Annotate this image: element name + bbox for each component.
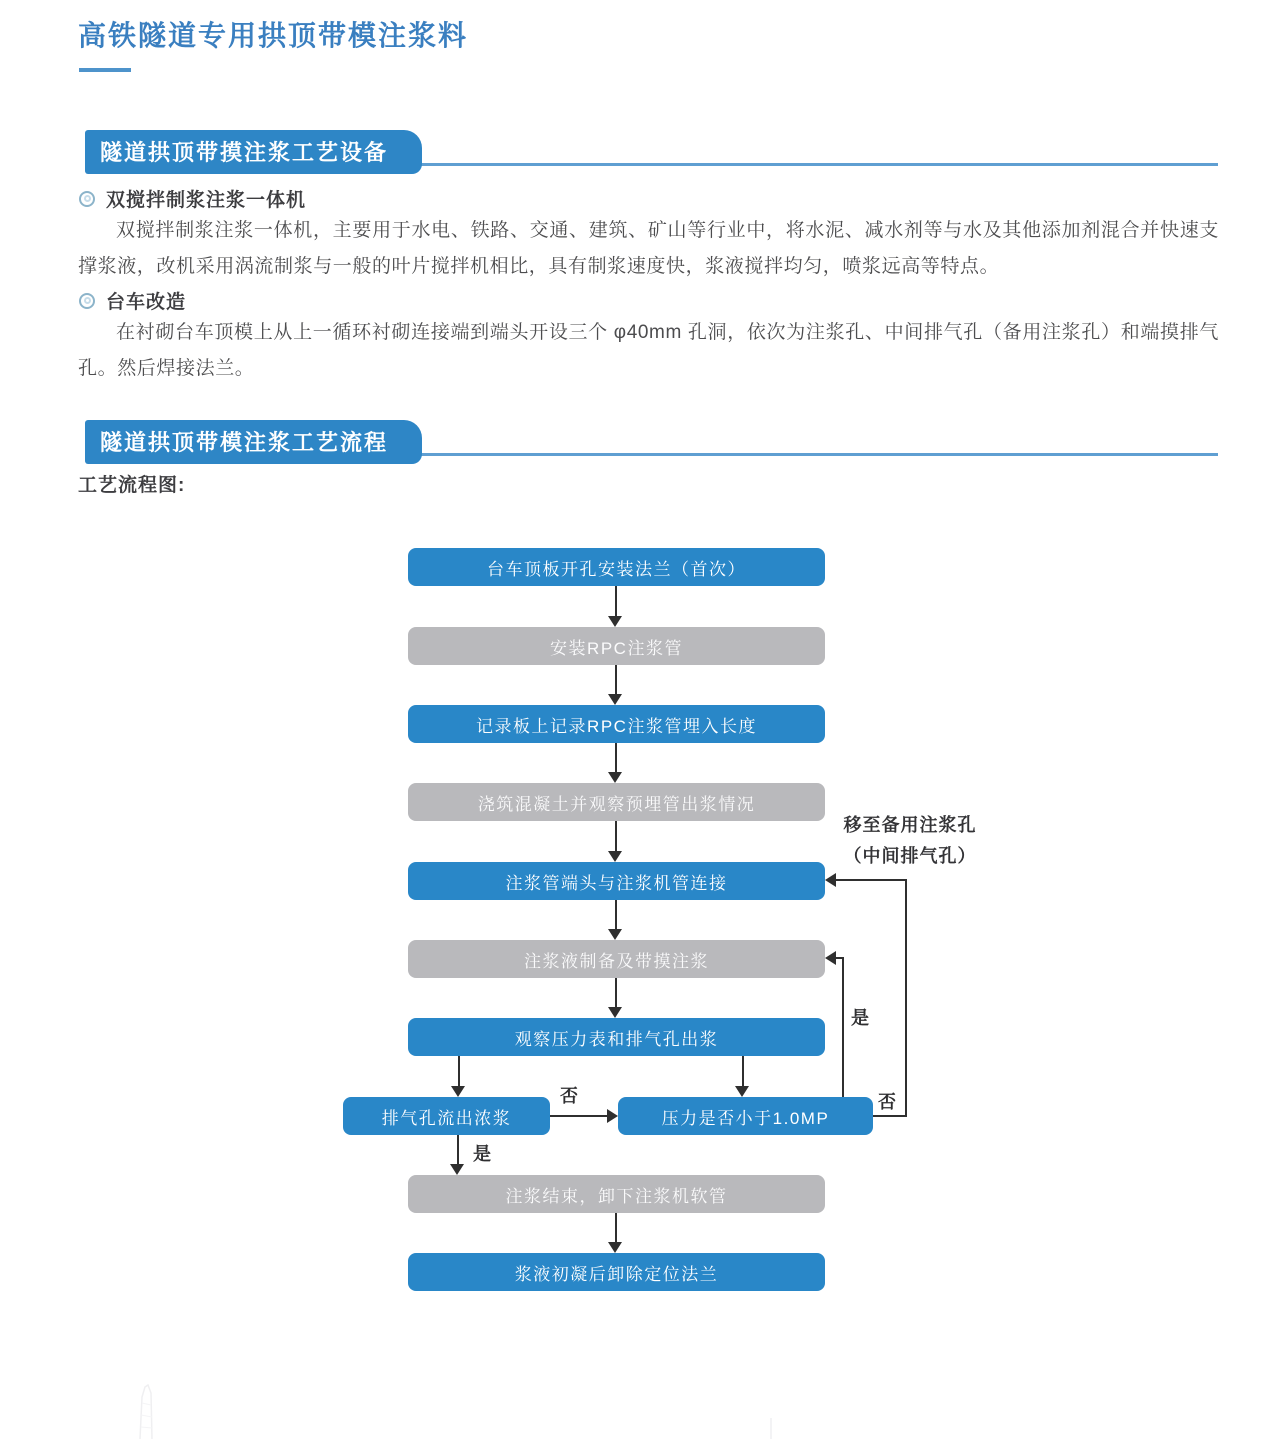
connector-line (615, 586, 617, 617)
connector-line (615, 1213, 617, 1243)
section-banner-process-label: 隧道拱顶带模注浆工艺流程 (85, 420, 422, 464)
flow-step-record-pipe-length: 记录板上记录RPC注浆管埋入长度 (408, 705, 825, 743)
equipment-item-mixer-heading: 双搅拌制浆注浆一体机 (106, 190, 307, 211)
branch-label-no: 否 (560, 1086, 578, 1106)
flow-annotation-line2: （中间排气孔） (843, 846, 977, 866)
ring-bullet-icon (79, 191, 95, 207)
watermark-line (770, 1418, 772, 1439)
section-banner-equipment-label: 隧道拱顶带摸注浆工艺设备 (85, 130, 422, 174)
flow-step-pour-concrete-observe: 浇筑混凝土并观察预埋管出浆情况 (408, 783, 825, 821)
flow-step-install-rpc-pipe: 安装RPC注浆管 (408, 627, 825, 665)
arrow-right-icon (607, 1109, 618, 1123)
arrow-down-icon (608, 851, 622, 862)
connector-line (742, 1056, 744, 1087)
connector-line (615, 821, 617, 852)
arrow-down-icon (608, 772, 622, 783)
arrow-down-icon (608, 929, 622, 940)
equipment-item-trolley-body: 在衬砌台车顶模上从上一循环衬砌连接端到端头开设三个 φ40mm 孔洞，依次为注浆孔、中间排气孔（备用注浆孔）和端摸排气孔。然后焊接法兰。 (78, 322, 1219, 379)
connector-line (457, 1135, 459, 1166)
page-title: 高铁隧道专用拱顶带模注浆料 (78, 20, 469, 51)
arrow-down-icon (608, 694, 622, 705)
equipment-item-trolley-heading-row (79, 287, 186, 314)
connector-line (615, 900, 617, 930)
connector-line (458, 1056, 460, 1087)
connector-line (836, 957, 844, 959)
connector-line (615, 665, 617, 695)
flow-decision-pressure-below-1mp: 压力是否小于1.0MP (618, 1097, 873, 1135)
arrow-down-icon (451, 1086, 465, 1097)
flow-annotation-backup-hole (826, 810, 994, 872)
arrow-down-icon (735, 1086, 749, 1097)
branch-label-yes: 是 (473, 1144, 491, 1164)
flow-step-drill-install-flange: 台车顶板开孔安装法兰（首次） (408, 548, 825, 586)
arrow-left-icon (825, 873, 836, 887)
flow-diagram-label: 工艺流程图: (78, 475, 186, 496)
arrow-down-icon (608, 616, 622, 627)
connector-line (615, 978, 617, 1008)
equipment-item-mixer-heading-row (79, 185, 306, 212)
connector-line (615, 743, 617, 773)
connector-line (842, 958, 844, 1097)
branch-label-yes-feedback: 是 (851, 1008, 869, 1028)
arrow-down-icon (450, 1164, 464, 1175)
flow-step-prepare-grout: 注浆液制备及带摸注浆 (408, 940, 825, 978)
arrow-down-icon (608, 1242, 622, 1253)
connector-line (905, 879, 907, 1117)
connector-line (836, 879, 907, 881)
flow-step-remove-flange-after-setting: 浆液初凝后卸除定位法兰 (408, 1253, 825, 1291)
equipment-item-trolley-heading: 台车改造 (106, 292, 187, 313)
title-underline (79, 68, 131, 72)
equipment-item-mixer-body: 双搅拌制浆注浆一体机，主要用于水电、铁路、交通、建筑、矿山等行业中，将水泥、减水剂等与水及其他添加剂混合并快速支撑浆液，改机采用涡流制浆与一般的叶片搅拌机相比，具有制浆速度快，浆液搅拌均匀，喷浆远高等特点。 (78, 220, 1219, 277)
branch-label-no-feedback: 否 (878, 1092, 896, 1112)
flow-decision-thick-grout-outflow: 排气孔流出浓浆 (343, 1097, 550, 1135)
connector-line (873, 1115, 907, 1117)
process-flowchart (0, 540, 1280, 1310)
flow-annotation-line1: 移至备用注浆孔 (843, 815, 977, 835)
watermark-tower-sketch (118, 1383, 178, 1439)
flow-step-end-grouting-remove-hose: 注浆结束，卸下注浆机软管 (408, 1175, 825, 1213)
flow-step-observe-pressure-gauge: 观察压力表和排气孔出浆 (408, 1018, 825, 1056)
connector-line (550, 1115, 607, 1117)
arrow-down-icon (608, 1007, 622, 1018)
flow-step-connect-grouting-machine: 注浆管端头与注浆机管连接 (408, 862, 825, 900)
arrow-left-icon (825, 951, 836, 965)
ring-bullet-icon (79, 293, 95, 309)
